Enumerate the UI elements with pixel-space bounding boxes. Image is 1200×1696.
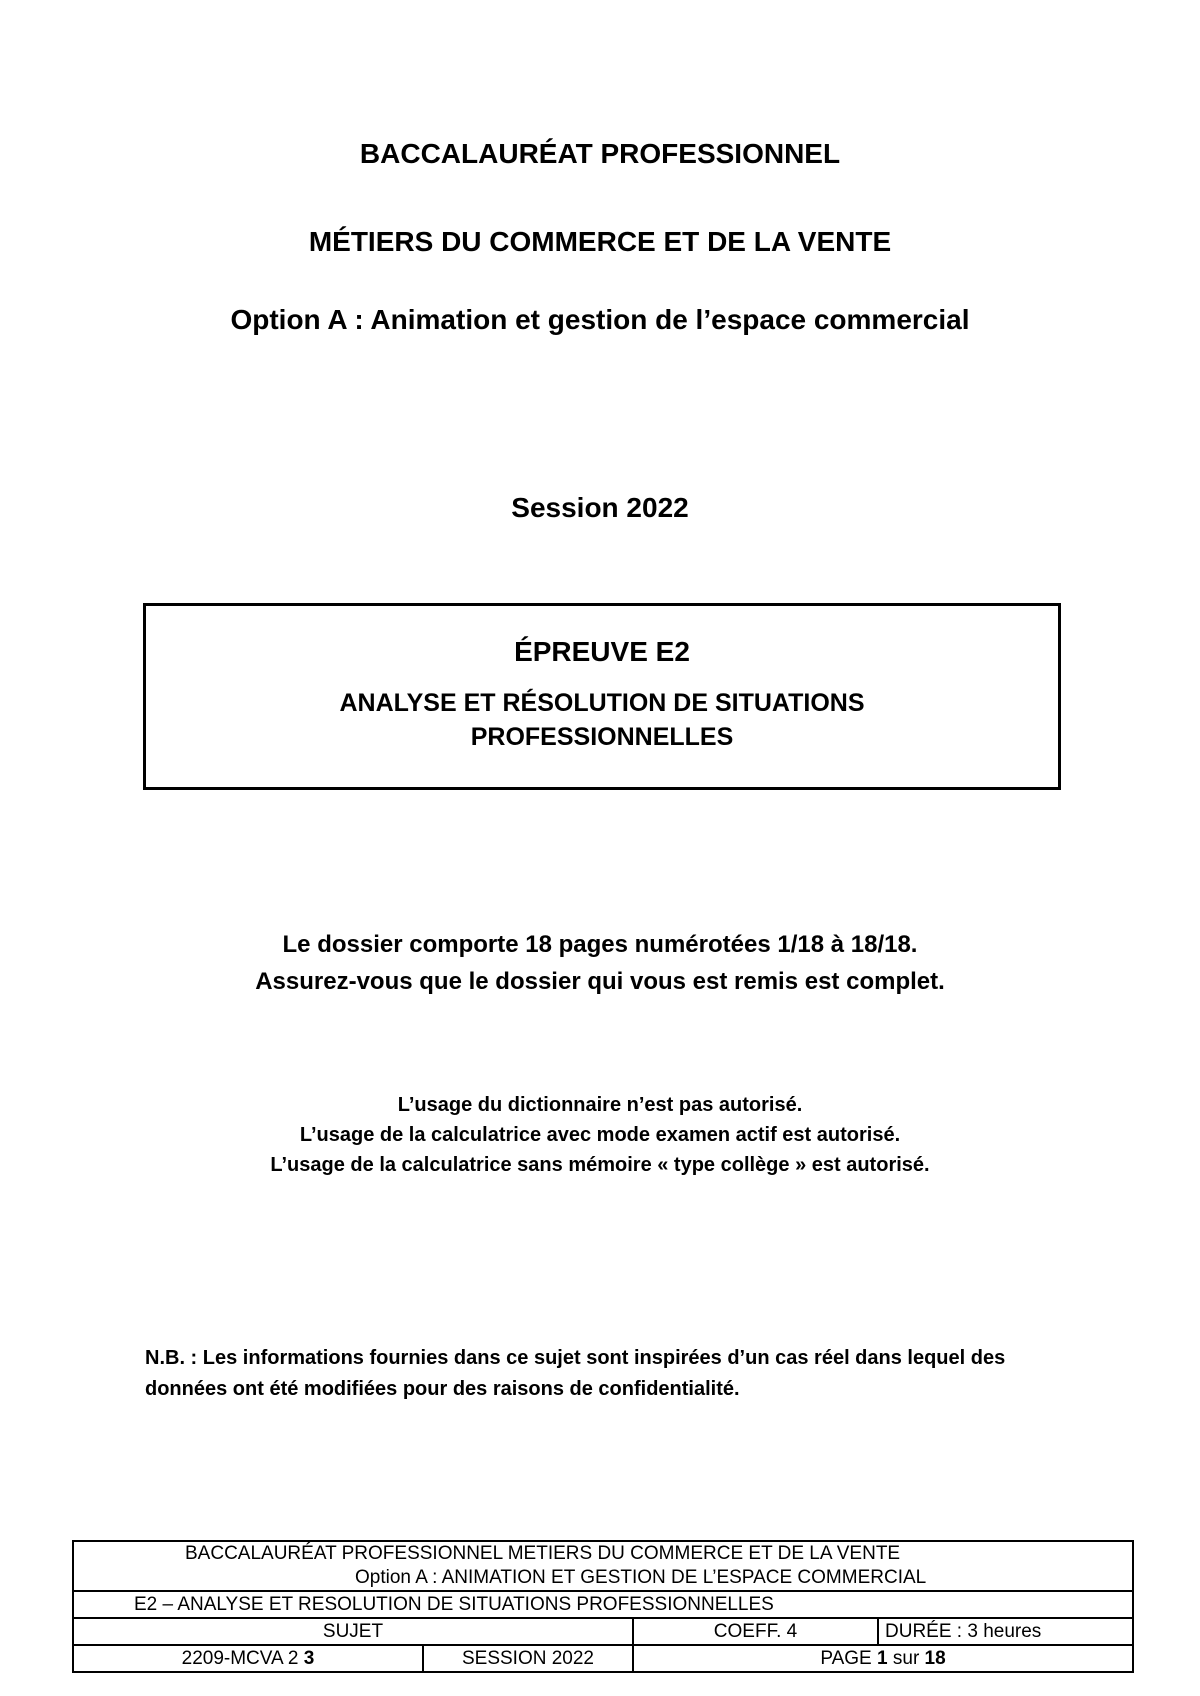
- footer-title-line2: Option A : ANIMATION ET GESTION DE L’ESPACE COMMERCIAL: [355, 1567, 927, 1588]
- exam-box: [143, 603, 1061, 790]
- footer-code-prefix: 2209-MCVA 2: [181, 1647, 304, 1669]
- footer-epreuve-cell: E2 – ANALYSE ET RESOLUTION DE SITUATIONS PROFESSIONNELLES: [73, 1591, 1133, 1618]
- header-title-bac: BACCALAURÉAT PROFESSIONNEL: [359, 138, 841, 169]
- footer-session-cell: SESSION 2022: [423, 1645, 633, 1672]
- footer-page-prefix: PAGE: [820, 1647, 878, 1669]
- footer-row-epreuve: [73, 1591, 1133, 1618]
- nb-note: [145, 1343, 1075, 1405]
- footer-page-num: 1: [877, 1647, 888, 1669]
- header-title-option: Option A : Animation et gestion de l’espace commercial: [230, 304, 970, 335]
- rule-calculator-college: L’usage de la calculatrice sans mémoire « type collège » est autorisé.: [270, 1154, 930, 1176]
- dossier-notice: [0, 926, 1200, 1000]
- header-title-metiers: MÉTIERS DU COMMERCE ET DE LA VENTE: [308, 226, 892, 257]
- dossier-line2: Assurez-vous que le dossier qui vous est remis est complet.: [255, 968, 945, 995]
- exam-code: ÉPREUVE E2: [514, 636, 690, 667]
- footer-code-cell: [73, 1645, 423, 1672]
- nb-label: N.B.: [145, 1347, 185, 1369]
- rules-list: [0, 1090, 1200, 1180]
- footer-row-sujet: [73, 1618, 1133, 1645]
- footer-page-total: 18: [924, 1647, 946, 1669]
- footer-code-bold: 3: [303, 1647, 315, 1669]
- footer-page-mid: sur: [887, 1647, 925, 1669]
- exam-title-line2: PROFESSIONNELLES: [470, 723, 734, 751]
- footer-coeff-cell: COEFF. 4: [633, 1618, 878, 1645]
- exam-title: [146, 686, 1058, 754]
- footer-page-cell: [633, 1645, 1133, 1672]
- footer-title-line1: BACCALAURÉAT PROFESSIONNEL METIERS DU COMMERCE ET DE LA VENTE: [185, 1543, 901, 1564]
- footer-table: [72, 1540, 1134, 1673]
- rule-dictionary: L’usage du dictionnaire n’est pas autorisé.: [397, 1094, 803, 1116]
- exam-title-line1: ANALYSE ET RÉSOLUTION DE SITUATIONS: [339, 689, 865, 717]
- footer-sujet-cell: SUJET: [73, 1618, 633, 1645]
- footer-duree-cell: DURÉE : 3 heures: [878, 1618, 1133, 1645]
- footer-row-title: [73, 1541, 1133, 1591]
- footer-title-cell: [73, 1541, 1133, 1591]
- session-title: Session 2022: [511, 492, 689, 523]
- nb-text: : Les informations fournies dans ce sujet sont inspirées d’un cas réel dans lequel des données ont été modifiées pour des raisons de confidentialité.: [145, 1347, 1006, 1400]
- footer-row-code: [73, 1645, 1133, 1672]
- dossier-line1: Le dossier comporte 18 pages numérotées 1/18 à 18/18.: [282, 931, 918, 958]
- rule-calculator-exam-mode: L’usage de la calculatrice avec mode examen actif est autorisé.: [299, 1124, 901, 1146]
